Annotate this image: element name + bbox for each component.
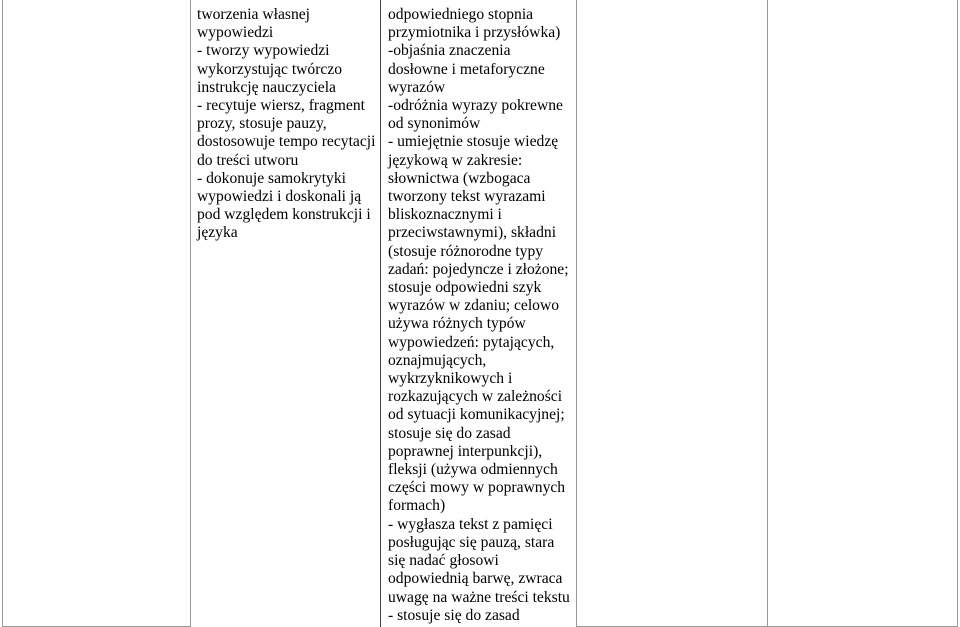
- text-line: odpowiednią barwę, zwraca: [388, 570, 563, 588]
- text-line: tworzony tekst wyrazami: [388, 188, 546, 206]
- text-line: dosłowne i metaforyczne: [388, 60, 545, 78]
- table-cell-fourth-empty: [577, 0, 767, 626]
- text-line: odpowiedniego stopnia: [388, 6, 534, 23]
- text-line: formach): [388, 497, 446, 515]
- text-line: (stosuje różnorodne typy: [388, 242, 544, 260]
- table-cell-fifth-empty: [768, 0, 957, 626]
- table-cell-middle: [388, 6, 570, 625]
- table-cell-left: [197, 6, 375, 243]
- text-line: - wygłasza tekst z pamięci: [388, 515, 553, 533]
- text-line: bliskoznacznymi i: [388, 206, 502, 224]
- text-line: językową w zakresie:: [388, 151, 523, 169]
- text-line: prozy, stosuje pauzy,: [197, 115, 327, 133]
- text-line: przeciwstawnymi), składni: [388, 224, 557, 242]
- text-line: fleksji (używa odmiennych: [388, 461, 558, 479]
- text-line: -objaśnia znaczenia: [388, 42, 511, 60]
- table-border-right: [957, 0, 958, 627]
- text-line: wypowiedzeń: pytających,: [388, 333, 555, 351]
- text-line: wypowiedzi: [197, 24, 274, 42]
- text-line: tworzenia własnej: [197, 6, 311, 23]
- text-line: dostosowuje tempo recytacji: [197, 133, 376, 151]
- text-line: - dokonuje samokrytyki: [197, 169, 346, 187]
- text-line: - umiejętnie stosuje wiedzę: [388, 133, 559, 151]
- text-line: od sytuacji komunikacyjnej;: [388, 406, 565, 424]
- text-line: - stosuje się do zasad: [388, 606, 520, 624]
- text-line: rozkazujących w zależności: [388, 388, 563, 406]
- text-line: wykrzyknikowych i: [388, 370, 513, 388]
- text-line: poprawnej interpunkcji),: [388, 442, 543, 460]
- table-column-divider-1: [190, 0, 191, 627]
- text-line: części mowy w poprawnych: [388, 479, 566, 497]
- text-line: do treści utworu: [197, 151, 299, 169]
- text-line: wypowiedzi i doskonali ją: [197, 188, 362, 206]
- text-line: stosuje się do zasad: [388, 424, 511, 442]
- text-line: się nadać głosowi: [388, 552, 499, 570]
- text-line: - recytuje wiersz, fragment: [197, 97, 365, 115]
- text-line: wykorzystując twórczo: [197, 60, 343, 78]
- table-column-divider-2: [380, 0, 381, 627]
- text-line: od synonimów: [388, 115, 481, 133]
- text-line: zadań: pojedyncze i złożone;: [388, 260, 569, 278]
- text-line: instrukcję nauczyciela: [197, 78, 336, 96]
- text-line: uwagę na ważne treści tekstu: [388, 588, 570, 606]
- text-line: posługując się pauzą, stara: [388, 533, 555, 551]
- text-line: - tworzy wypowiedzi: [197, 42, 330, 60]
- text-line: używa różnych typów: [388, 315, 526, 333]
- text-line: przymiotnika i przysłówka): [388, 24, 561, 42]
- text-line: wyrazów: [388, 78, 446, 96]
- table-cell-first-empty: [3, 0, 190, 626]
- text-line: języka: [197, 224, 238, 242]
- text-line: pod względem konstrukcji i: [197, 206, 371, 224]
- text-line: -odróżnia wyrazy pokrewne: [388, 97, 563, 115]
- text-line: oznajmujących,: [388, 351, 487, 369]
- text-line: wyrazów w zdaniu; celowo: [388, 297, 560, 315]
- text-line: słownictwa (wzbogaca: [388, 169, 531, 187]
- text-line: stosuje odpowiedni szyk: [388, 279, 542, 297]
